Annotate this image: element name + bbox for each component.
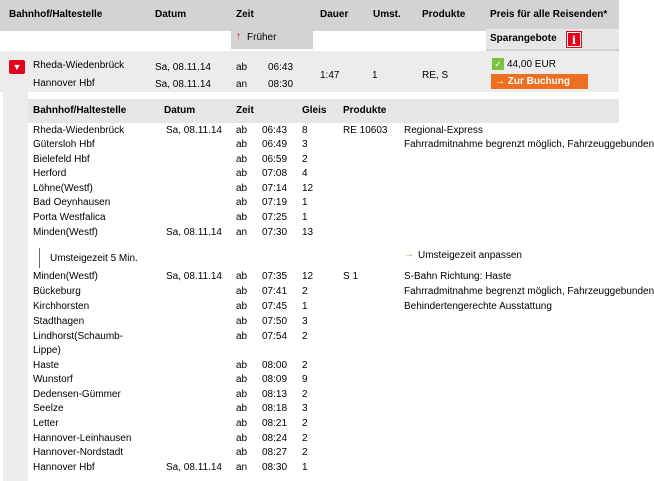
- arrow-up-icon: ↑: [236, 31, 241, 42]
- stop-name: Herford: [33, 168, 67, 179]
- arrow-right-icon: →: [495, 76, 505, 87]
- stop-type: ab: [236, 168, 248, 179]
- duration: 1:47: [320, 70, 340, 81]
- leg1-info-1: Regional-Express: [404, 125, 483, 136]
- stop-type: ab: [236, 125, 248, 136]
- stop-time: 07:08: [262, 168, 288, 179]
- stop-gleis: 2: [302, 433, 308, 444]
- from-station: Rheda-Wiedenbrück: [33, 60, 125, 71]
- stop-name: Porta Westfalica: [33, 212, 106, 223]
- stop-time: 08:24: [262, 433, 288, 444]
- stop-name: Dedensen-Gümmer: [33, 389, 121, 400]
- stop-time: 08:21: [262, 418, 288, 429]
- stop-time: 08:13: [262, 389, 288, 400]
- stop-time: 08:09: [262, 374, 288, 385]
- adjust-transfer-link[interactable]: Umsteigezeit anpassen: [418, 250, 522, 261]
- transfer-time: Umsteigezeit 5 Min.: [50, 253, 138, 264]
- stop-gleis: 3: [302, 403, 308, 414]
- stop-time: 07:41: [262, 286, 288, 297]
- stop-type: ab: [236, 403, 248, 414]
- stop-name: Rheda-Wiedenbrück: [33, 125, 125, 136]
- stop-name: Haste: [33, 360, 60, 371]
- stop-time: 07:30: [262, 227, 288, 238]
- stop-type: ab: [236, 418, 248, 429]
- leg2-product: S 1: [343, 271, 359, 282]
- stop-date: Sa, 08.11.14: [166, 462, 222, 473]
- stop-type: ab: [236, 374, 248, 385]
- earlier-label: Früher: [247, 32, 277, 43]
- stop-type: ab: [236, 286, 248, 297]
- stop-gleis: 1: [302, 462, 308, 473]
- detail-col-gleis: Gleis: [302, 105, 327, 116]
- to-station: Hannover Hbf: [33, 78, 95, 89]
- stop-time: 07:54: [262, 331, 288, 342]
- stop-name: Wunstorf: [33, 374, 73, 385]
- stop-name: Bückeburg: [33, 286, 81, 297]
- stop-gleis: 12: [302, 183, 314, 194]
- stop-name: Lindhorst(Schaumb-: [33, 331, 124, 342]
- stop-name: Kirchhorsten: [33, 301, 90, 312]
- stop-gleis: 1: [302, 301, 308, 312]
- stop-type: ab: [236, 389, 248, 400]
- stop-name: Hannover-Nordstadt: [33, 447, 124, 458]
- dep-time: 06:43: [268, 62, 294, 73]
- stop-type: ab: [236, 316, 248, 327]
- stop-name: Hannover Hbf: [33, 462, 95, 473]
- stop-gleis: 2: [302, 154, 308, 165]
- chevron-down-icon[interactable]: ▼: [9, 60, 25, 74]
- stop-name: Hannover-Leinhausen: [33, 433, 132, 444]
- stop-gleis: 3: [302, 316, 308, 327]
- arr-date: Sa, 08.11.14: [155, 79, 211, 90]
- stop-type: ab: [236, 197, 248, 208]
- stop-time: 06:43: [262, 125, 288, 136]
- products: RE, S: [422, 70, 449, 81]
- col-bahnhof: Bahnhof/Haltestelle: [9, 9, 103, 20]
- stop-time: 06:49: [262, 139, 288, 150]
- arr-time: 08:30: [268, 79, 294, 90]
- stop-type: ab: [236, 301, 248, 312]
- stop-gleis: 4: [302, 168, 308, 179]
- stop-gleis: 3: [302, 139, 308, 150]
- stop-name: Bad Oeynhausen: [33, 197, 111, 208]
- leg2-info-3: Behindertengerechte Ausstattung: [404, 301, 552, 312]
- stop-type: ab: [236, 212, 248, 223]
- stop-type: ab: [236, 271, 248, 282]
- col-produkte: Produkte: [422, 9, 466, 20]
- col-datum: Datum: [155, 9, 187, 20]
- earlier-button[interactable]: [231, 27, 313, 49]
- detail-header: [28, 99, 619, 123]
- col-umst: Umst.: [373, 9, 401, 20]
- stop-gleis: 1: [302, 212, 308, 223]
- detail-side-bar: [3, 92, 28, 481]
- detail-col-datum: Datum: [164, 105, 196, 116]
- stop-name: Gütersloh Hbf: [33, 139, 95, 150]
- stop-gleis: 12: [302, 271, 314, 282]
- stop-name: Minden(Westf): [33, 227, 98, 238]
- stop-name-cont: Lippe): [33, 345, 61, 356]
- stop-time: 07:25: [262, 212, 288, 223]
- check-icon: ✓: [492, 58, 504, 70]
- stop-gleis: 1: [302, 197, 308, 208]
- stop-time: 08:00: [262, 360, 288, 371]
- stop-time: 07:14: [262, 183, 288, 194]
- detail-col-zeit: Zeit: [236, 105, 254, 116]
- stop-gleis: 9: [302, 374, 308, 385]
- stop-type: an: [236, 227, 248, 238]
- transfers: 1: [372, 70, 378, 81]
- stop-type: ab: [236, 433, 248, 444]
- info-icon[interactable]: i: [567, 32, 581, 47]
- detail-col-bahnhof: Bahnhof/Haltestelle: [33, 105, 127, 116]
- leg2-info-2: Fahrradmitnahme begrenzt möglich, Fahrzeuggebunden: [404, 286, 654, 297]
- dep-type: ab: [236, 62, 248, 73]
- stop-gleis: 2: [302, 418, 308, 429]
- stop-type: an: [236, 462, 248, 473]
- stop-name: Minden(Westf): [33, 271, 98, 282]
- stop-time: 08:27: [262, 447, 288, 458]
- stop-type: ab: [236, 360, 248, 371]
- col-dauer: Dauer: [320, 9, 349, 20]
- leg1-info-2: Fahrradmitnahme begrenzt möglich, Fahrzeuggebunden: [404, 139, 654, 150]
- stop-date: Sa, 08.11.14: [166, 125, 222, 136]
- stop-gleis: 2: [302, 389, 308, 400]
- leg2-info-1: S-Bahn Richtung: Haste: [404, 271, 512, 282]
- stop-time: 07:35: [262, 271, 288, 282]
- stop-type: ab: [236, 154, 248, 165]
- transfer-divider: [39, 248, 40, 268]
- stop-gleis: 13: [302, 227, 314, 238]
- stop-name: Stadthagen: [33, 316, 85, 327]
- sparangebote-label: Sparangebote: [490, 33, 557, 44]
- stop-name: Seelze: [33, 403, 64, 414]
- stop-date: Sa, 08.11.14: [166, 271, 222, 282]
- stop-name: Letter: [33, 418, 59, 429]
- stop-time: 08:18: [262, 403, 288, 414]
- stop-time: 08:30: [262, 462, 288, 473]
- stop-date: Sa, 08.11.14: [166, 227, 222, 238]
- detail-col-produkte: Produkte: [343, 105, 387, 116]
- stop-gleis: 8: [302, 125, 308, 136]
- stop-type: ab: [236, 183, 248, 194]
- stop-type: ab: [236, 139, 248, 150]
- stop-time: 06:59: [262, 154, 288, 165]
- stop-time: 07:19: [262, 197, 288, 208]
- stop-name: Bielefeld Hbf: [33, 154, 90, 165]
- stop-gleis: 2: [302, 360, 308, 371]
- col-preis: Preis für alle Reisenden*: [490, 9, 608, 20]
- dep-date: Sa, 08.11.14: [155, 62, 211, 73]
- stop-gleis: 2: [302, 331, 308, 342]
- price: 44,00 EUR: [507, 59, 556, 70]
- col-zeit: Zeit: [236, 9, 254, 20]
- stop-type: ab: [236, 447, 248, 458]
- stop-gleis: 2: [302, 447, 308, 458]
- arr-type: an: [236, 79, 248, 90]
- stop-gleis: 2: [302, 286, 308, 297]
- sparangebote-row: [486, 29, 619, 49]
- booking-label: Zur Buchung: [507, 76, 570, 87]
- leg1-product: RE 10603: [343, 125, 388, 136]
- stop-type: ab: [236, 331, 248, 342]
- stop-name: Löhne(Westf): [33, 183, 93, 194]
- stop-time: 07:45: [262, 301, 288, 312]
- stop-time: 07:50: [262, 316, 288, 327]
- booking-button[interactable]: [491, 74, 588, 89]
- arrow-right-icon: →: [404, 249, 414, 260]
